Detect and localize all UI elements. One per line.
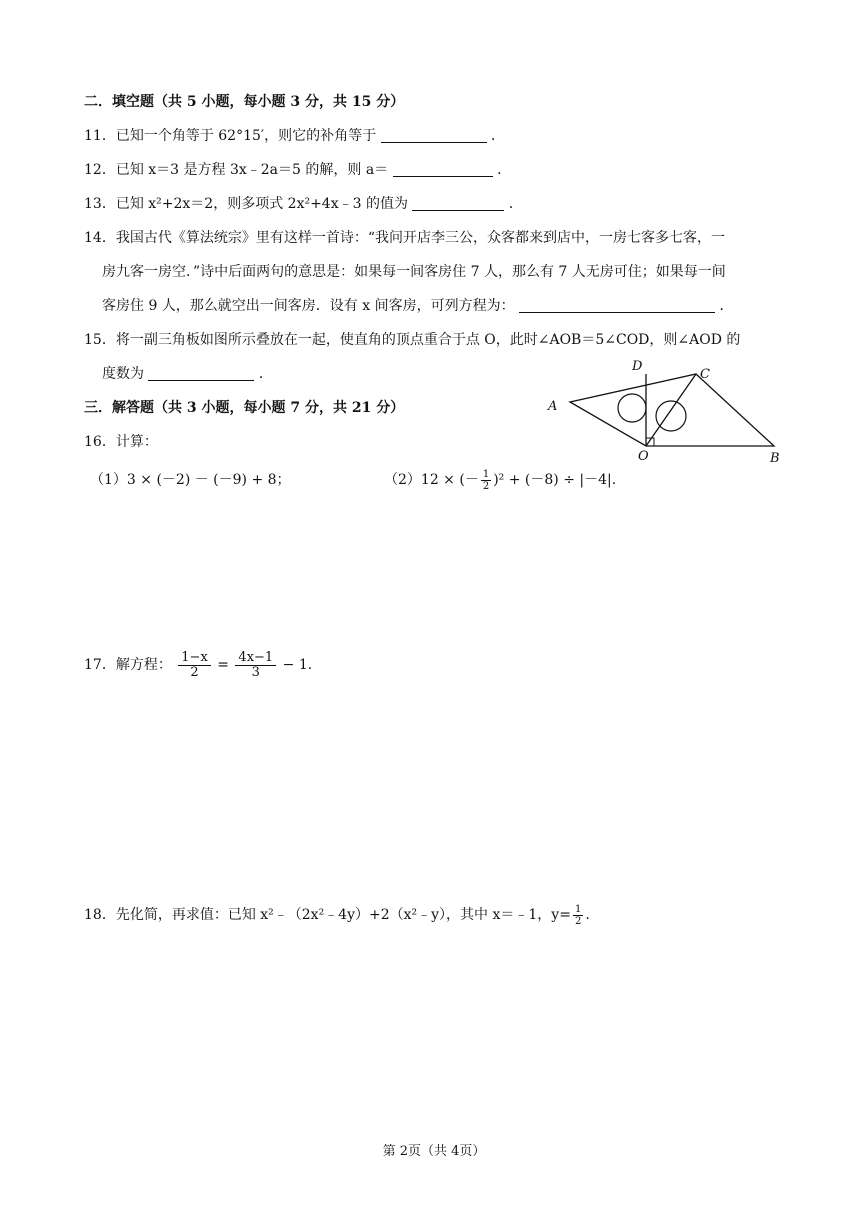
question-17-prefix: 17．解方程： — [84, 657, 172, 673]
question-17-lhs-fraction — [178, 651, 211, 680]
question-14-line-3-text: 客房住 9 人，那么就空出一间客房．设有 x 间客房，可列方程为： — [102, 298, 515, 314]
triangle-rulers-figure — [546, 356, 792, 468]
rhs-denominator: 3 — [251, 664, 260, 680]
ruler-hole-left — [618, 394, 646, 422]
fraction-one-half — [481, 469, 491, 492]
question-17 — [84, 648, 322, 682]
label-O: O — [638, 449, 649, 464]
question-13-text: 13．已知 x²+2x＝2，则多项式 2x²+4x﹣3 的值为 — [84, 196, 408, 212]
lhs-denominator: 2 — [190, 664, 199, 680]
question-16-text: 16．计算： — [84, 434, 158, 450]
rhs-numerator: 4x−1 — [235, 651, 276, 666]
question-11-end: ． — [490, 128, 505, 144]
question-12 — [84, 160, 511, 180]
answer-blank-13[interactable] — [412, 194, 504, 211]
ruler-oc-edge — [646, 374, 696, 446]
page-footer: 第 2页（共 4页） — [382, 1144, 486, 1159]
triangle-rulers-outline — [570, 374, 774, 446]
label-A: A — [548, 399, 558, 414]
question-12-end: ． — [497, 162, 512, 178]
fraction-denominator: 2 — [482, 480, 490, 492]
question-15-line-2-text: 度数为 — [102, 366, 144, 382]
question-17-tail: − 1． — [282, 657, 322, 673]
question-16-part-1: （1）3 × (－2) － (－9) + 8； — [90, 472, 291, 488]
question-18 — [84, 900, 590, 930]
fraction-one-half — [573, 904, 583, 927]
answer-blank-14[interactable] — [519, 296, 715, 313]
question-16-part-2-suffix: )² + (－8) ÷ |－4|. — [493, 472, 617, 488]
lhs-numerator: 1−x — [178, 651, 211, 666]
fraction-denominator: 2 — [574, 915, 582, 927]
question-13-end: ． — [508, 196, 523, 212]
question-18-prefix: 18．先化简，再求值：已知 x²﹣（2x²﹣4y）+2（x²﹣y），其中 x＝﹣1，y= — [84, 907, 571, 923]
question-18-tail: . — [585, 907, 590, 923]
answer-blank-12[interactable] — [393, 160, 493, 177]
question-17-rhs-fraction — [235, 651, 276, 680]
question-15-line-2 — [102, 364, 273, 384]
question-15-line-1: 15．将一副三角板如图所示叠放在一起，使直角的顶点重合于点 O，此时∠AOB＝5∠COD，则∠AOD 的 — [84, 332, 741, 348]
label-C: C — [700, 367, 710, 382]
question-14-line-1: 14．我国古代《算法统宗》里有这样一首诗：“我问开店李三公，众客都来到店中，一房七客多七客，一 — [84, 230, 725, 246]
ruler-hole-right — [656, 401, 686, 431]
answer-blank-11[interactable] — [381, 126, 487, 143]
question-14-line-2: 房九客一房空．”诗中后面两句的意思是：如果每一间客房住 7 人，那么有 7 人无房可住；如果每一间 — [102, 264, 726, 280]
label-D: D — [632, 359, 643, 374]
question-14-line-3 — [102, 296, 734, 316]
question-14-end: ． — [719, 298, 734, 314]
fraction-numerator: 1 — [482, 468, 490, 480]
question-11 — [84, 126, 505, 146]
equals-sign: = — [217, 657, 229, 673]
question-16-part-2 — [384, 466, 616, 494]
label-B: B — [770, 451, 780, 466]
question-12-text: 12．已知 x＝3 是方程 3x﹣2a＝5 的解，则 a＝ — [84, 162, 389, 178]
section-2-title: 二．填空题（共 5 小题，每小题 3 分，共 15 分） — [84, 94, 405, 110]
question-16-part-2-prefix: （2）12 × (－ — [384, 472, 479, 488]
answer-blank-15[interactable] — [148, 364, 254, 381]
fraction-numerator: 1 — [574, 903, 582, 915]
question-15-end: ． — [258, 366, 273, 382]
question-11-text: 11．已知一个角等于 62°15′，则它的补角等于 — [84, 128, 377, 144]
section-3-title: 三．解答题（共 3 小题，每小题 7 分，共 21 分） — [84, 400, 405, 416]
question-13 — [84, 194, 523, 214]
